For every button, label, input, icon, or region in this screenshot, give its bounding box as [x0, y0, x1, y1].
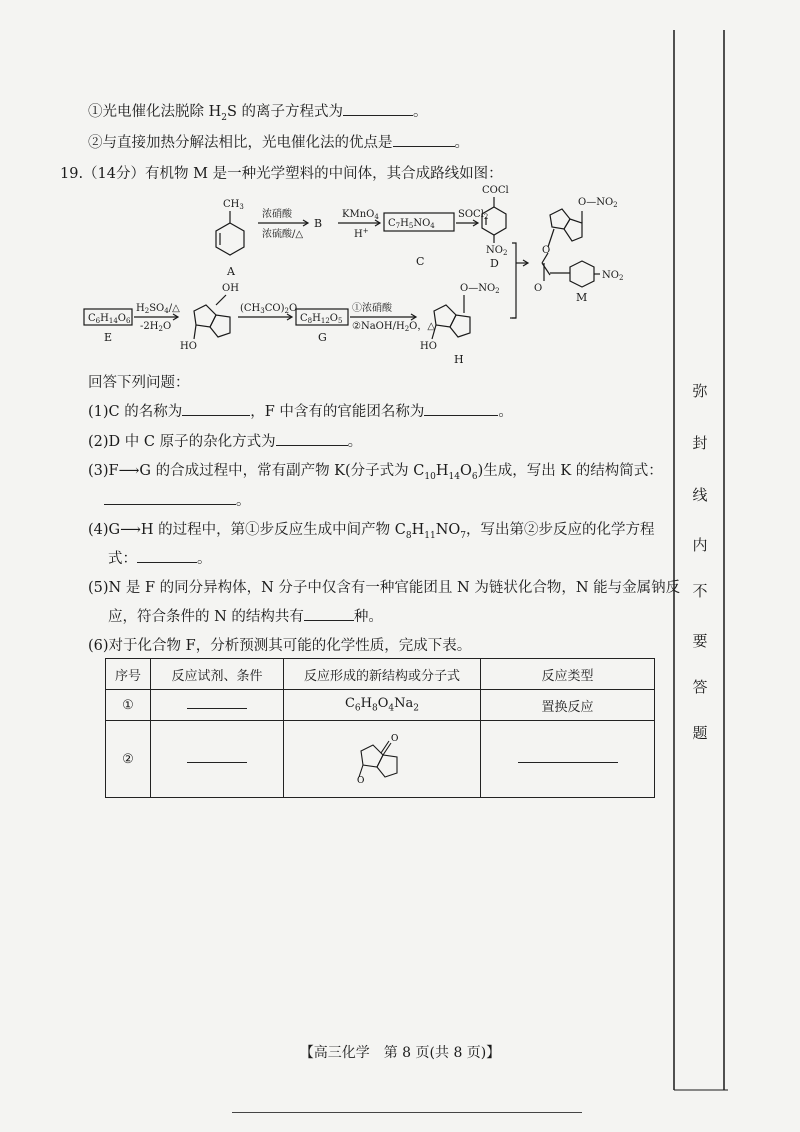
svg-text:O—NO2: $O—NO_2$ — [578, 197, 618, 209]
q19-part4-answer: 式： 。 — [108, 547, 212, 568]
answer-blank[interactable] — [424, 401, 498, 416]
svg-text:O: O — [534, 283, 543, 294]
q19-part4: (4)G⟶H 的过程中，第①步反应生成中间产物 $C_8H_{11}NO_7$，写出第②步反应的化学方程 — [88, 522, 655, 541]
label-D: D — [490, 257, 499, 270]
q19-part3: (3)F⟶G 的合成过程中，常有副产物 K(分子式为 $C_{10}H_{14}O_6$)生成，写出 K 的结构简式： — [88, 463, 663, 482]
seal-char: 要 — [692, 632, 708, 650]
seal-strip — [672, 30, 728, 1120]
svg-text:C6H14O6: $C_6H_{14}O_6$ — [88, 313, 131, 325]
svg-text:H2SO4/△: $H_2SO_4/\triangle$ — [136, 303, 180, 315]
bicyclic-ring-H2 — [450, 315, 470, 337]
q19-part1: (1)C 的名称为 ，F 中含有的官能团名称为 。 — [88, 400, 513, 421]
answer-blank[interactable] — [182, 401, 250, 416]
answer-blank[interactable] — [104, 490, 236, 505]
q19-part5-line1: (5)N 是 F 的同分异构体，N 分子中仅含有一种官能团且 N 为链状化合物，N 能与金属钠反 — [88, 580, 681, 596]
label-M: M — [576, 291, 588, 304]
table-header: 反应类型 — [481, 659, 655, 690]
svg-text:CH3: $CH_3$ — [223, 199, 244, 211]
q19-header: 19.（14分）有机物 M 是一种光学塑料的中间体，其合成路线如图： — [60, 166, 503, 182]
bicyclic-ring-M2 — [564, 219, 582, 241]
answer-blank[interactable] — [518, 761, 618, 763]
table-row: ② O O — [106, 721, 655, 798]
label-B: B — [314, 217, 323, 230]
answer-blank[interactable] — [343, 101, 413, 116]
svg-text:浓硫酸/△: 浓硫酸/△ — [262, 229, 304, 240]
bracket — [512, 243, 516, 318]
label-H: H — [454, 353, 464, 366]
svg-text:NO2: $NO_2$ — [602, 270, 624, 282]
diketone-structure — [347, 729, 417, 785]
page-footer: 【高三化学 第 8 页(共 8 页)】 — [299, 1045, 501, 1061]
bicyclic-ring-F1 — [194, 305, 216, 327]
svg-text:COCl: COCl — [482, 185, 509, 196]
benzene-ring-M — [570, 261, 594, 287]
svg-text:O—NO2: $O—NO_2$ — [460, 283, 500, 295]
svg-text:-2H2O: $-2H_2O$ — [140, 321, 172, 333]
q19-part2: (2)D 中 C 原子的杂化方式为 。 — [88, 430, 362, 451]
seal-char: 封 — [692, 434, 708, 452]
q19-part3-answer: 。 — [104, 489, 251, 510]
label-G: G — [318, 331, 327, 344]
answer-blank[interactable] — [393, 132, 455, 147]
svg-text:O: O — [542, 245, 551, 256]
seal-char: 不 — [692, 582, 708, 600]
answer-blank[interactable] — [304, 606, 354, 621]
seal-char: 弥 — [692, 382, 708, 400]
svg-text:O: O — [357, 776, 365, 785]
table-header: 反应试剂、条件 — [151, 659, 284, 690]
answer-blank[interactable] — [276, 431, 348, 446]
table-header: 反应形成的新结构或分子式 — [284, 659, 481, 690]
svg-text:H+: H+ — [354, 227, 369, 240]
q18-item2: ②与直接加热分解法相比，光电催化法的优点是 。 — [88, 131, 469, 152]
table-header: 序号 — [106, 659, 151, 690]
q18-item1: ①光电催化法脱除 $H_2S$ 的离子方程式为 。 — [88, 100, 428, 123]
label-A: A — [227, 265, 235, 278]
svg-text:HO: HO — [420, 341, 437, 352]
svg-text:NO2: $NO_2$ — [486, 245, 508, 257]
bicyclic-ring-F2 — [210, 315, 230, 337]
bicyclic-ring-H1 — [434, 305, 456, 327]
q19-part5-line2: 应，符合条件的 N 的结构共有 种。 — [108, 605, 383, 626]
svg-text:C7H5NO4: $C_7H_5NO_4$ — [388, 218, 435, 230]
scan-line — [232, 1112, 582, 1113]
seal-char: 答 — [692, 678, 708, 696]
svg-text:SOCl2: SOCl$_2$ — [458, 209, 489, 221]
seal-char: 内 — [692, 536, 708, 554]
seal-char: 题 — [692, 724, 708, 742]
label-E: E — [104, 331, 113, 344]
q19-part6: (6)对于化合物 F，分析预测其可能的化学性质，完成下表。 — [88, 638, 472, 654]
svg-text:KMnO4: KMnO$_4$ — [342, 209, 379, 221]
label-C: C — [416, 255, 425, 268]
prompt: 回答下列问题： — [88, 375, 190, 391]
answer-blank[interactable] — [187, 761, 247, 763]
property-table — [105, 658, 655, 798]
svg-text:①浓硝酸: ①浓硝酸 — [352, 303, 392, 314]
svg-text:O: O — [391, 734, 399, 744]
svg-text:(CH3CO)2O: $(CH_3CO)_2O$ — [240, 303, 298, 315]
svg-text:HO: HO — [180, 341, 197, 352]
seal-char: 线 — [692, 486, 708, 504]
bicyclic-ring-M1 — [550, 209, 570, 229]
answer-blank[interactable] — [187, 707, 247, 709]
svg-text:C8H12O5: $C_8H_{12}O_5$ — [300, 313, 343, 325]
synthesis-scheme — [70, 183, 650, 373]
svg-text:OH: OH — [222, 283, 239, 294]
svg-text:②NaOH/H2O，△: ②NaOH/$H_2O$，△ — [352, 321, 436, 333]
table-row: ① $C_6H_8O_4Na_2$ 置换反应 — [106, 690, 655, 721]
svg-text:浓硝酸: 浓硝酸 — [262, 209, 292, 220]
answer-blank[interactable] — [137, 548, 197, 563]
